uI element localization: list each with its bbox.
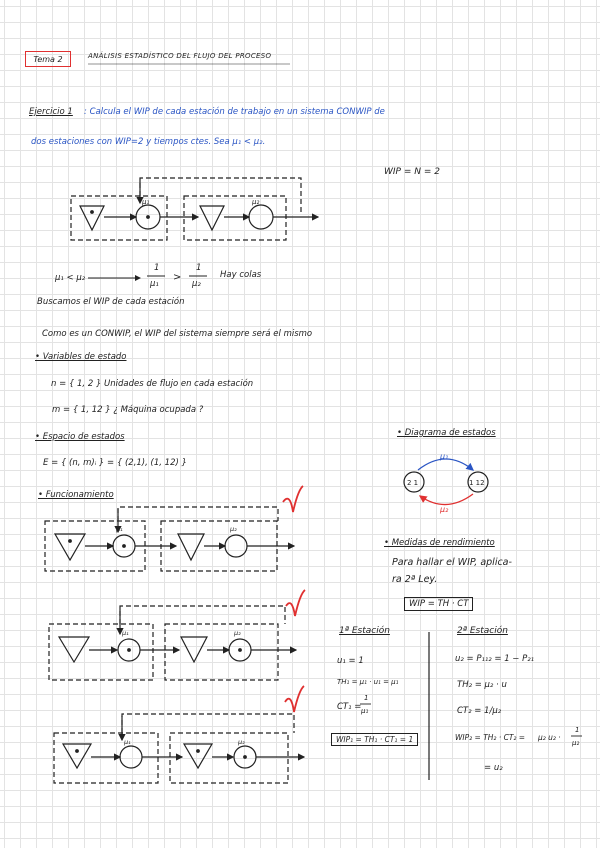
estacion1-ct-num: 1 <box>364 694 369 702</box>
inequality-lhs: μ₁ < μ₂ <box>55 273 86 283</box>
frac1-num: 1 <box>154 263 160 273</box>
queue1-triangle <box>80 206 104 230</box>
machine2-circle <box>249 205 273 229</box>
diagrama-heading: • Diagrama de estados <box>397 428 496 438</box>
frac2-num: 1 <box>196 263 202 273</box>
d1-mu2: μ₂ <box>252 198 260 206</box>
funcionamiento-diagram-3 <box>54 714 304 783</box>
d1-mu1: μ₁ <box>142 198 150 206</box>
exercise-label: Ejercicio 1 <box>29 107 73 117</box>
fa-mu2: μ₂ <box>230 525 237 533</box>
estacion1-u: u₁ = 1 <box>337 656 364 666</box>
ley-formula: WIP = TH · CT <box>404 597 473 611</box>
espacio-heading: • Espacio de estados <box>35 432 125 442</box>
exercise-statement-1: : Calcula el WIP de cada estación de trabajo en un sistema CONWIP de <box>84 107 385 117</box>
fb-mu2: μ₂ <box>234 629 241 637</box>
estacion2-ct: CT₂ = 1/μ₂ <box>457 706 502 716</box>
fc-mu2: μ₂ <box>238 738 245 746</box>
funcionamiento-diagram-2 <box>49 606 296 680</box>
espacio-line: E = { (n, m)ᵢ } = { (2,1), (1, 12) } <box>43 458 187 468</box>
estacion2-title: 2ª Estación <box>457 626 508 636</box>
fa-mu1: μ₁ <box>116 525 123 533</box>
check-mark-2 <box>286 590 305 616</box>
estacion1-ct-den: μ₁ <box>361 707 369 715</box>
funcionamiento-diagram-1 <box>45 507 294 571</box>
inequality-gt: > <box>173 272 182 283</box>
node-left-label: 2 1 <box>407 479 419 487</box>
node-right-label: 1 12 <box>469 479 485 487</box>
estacion1-title: 1ª Estación <box>339 626 390 636</box>
exercise-statement-2: dos estaciones con WIP=2 y tiempos ctes. Sea μ₁ < μ₂. <box>31 137 266 147</box>
buscamos-text: Buscamos el WIP de cada estación <box>37 297 185 307</box>
medidas-text-2: ra 2ª Ley. <box>392 574 438 585</box>
estacion2-result: = u₂ <box>484 763 503 773</box>
estacion1-th: TH₁ = μ₁ · u₁ = μ₁ <box>337 678 399 686</box>
estacion2-wip-label: WIP₂ = TH₂ · CT₂ = <box>455 733 526 742</box>
estacion2-th: TH₂ = μ₂ · u <box>457 680 507 690</box>
conwip-diagram-1 <box>71 178 318 240</box>
variables-n: n = { 1, 2 } Unidades de flujo en cada estación <box>51 379 254 389</box>
funcionamiento-heading: • Funcionamiento <box>38 490 114 500</box>
fc-mu1: μ₁ <box>124 738 131 746</box>
top-arrow-label: μ₁ <box>440 452 449 461</box>
estacion1-ct-label: CT₁ = <box>337 702 362 712</box>
estacion2-u: u₂ = P₁₁₂ = 1 − P₂₁ <box>455 654 535 664</box>
estacion1-wip: WIP₁ = TH₁ · CT₁ = 1 <box>331 733 418 746</box>
hay-colas: Hay colas <box>220 270 262 280</box>
variables-m: m = { 1, 12 } ¿ Máquina ocupada ? <box>52 405 204 415</box>
wip-note: WIP = N = 2 <box>384 167 440 177</box>
check-mark-3 <box>285 686 304 712</box>
estacion2-wip-num: 1 <box>575 726 580 734</box>
station2-box <box>184 196 286 240</box>
medidas-heading: • Medidas de rendimiento <box>384 538 495 548</box>
frac1-den: μ₁ <box>150 279 159 289</box>
estacion2-wip-expr: μ₂ u₂ · <box>538 733 561 742</box>
arrow-mu2 <box>420 494 473 505</box>
check-mark-1 <box>283 486 303 512</box>
medidas-text-1: Para hallar el WIP, aplica- <box>392 557 512 568</box>
variables-heading: • Variables de estado <box>35 352 127 362</box>
frac2-den: μ₂ <box>192 279 201 289</box>
page-title: ANÁLISIS ESTADÍSTICO DEL FLUJO DEL PROCESO <box>88 52 272 60</box>
estacion2-wip-den: μ₂ <box>572 739 580 747</box>
bottom-arrow-label: μ₂ <box>440 505 449 514</box>
tema-label: Tema 2 <box>25 51 71 67</box>
fb-mu1: μ₁ <box>122 629 129 637</box>
queue2-triangle <box>200 206 224 230</box>
como-text: Como es un CONWIP, el WIP del sistema siempre será el mismo <box>42 329 313 339</box>
